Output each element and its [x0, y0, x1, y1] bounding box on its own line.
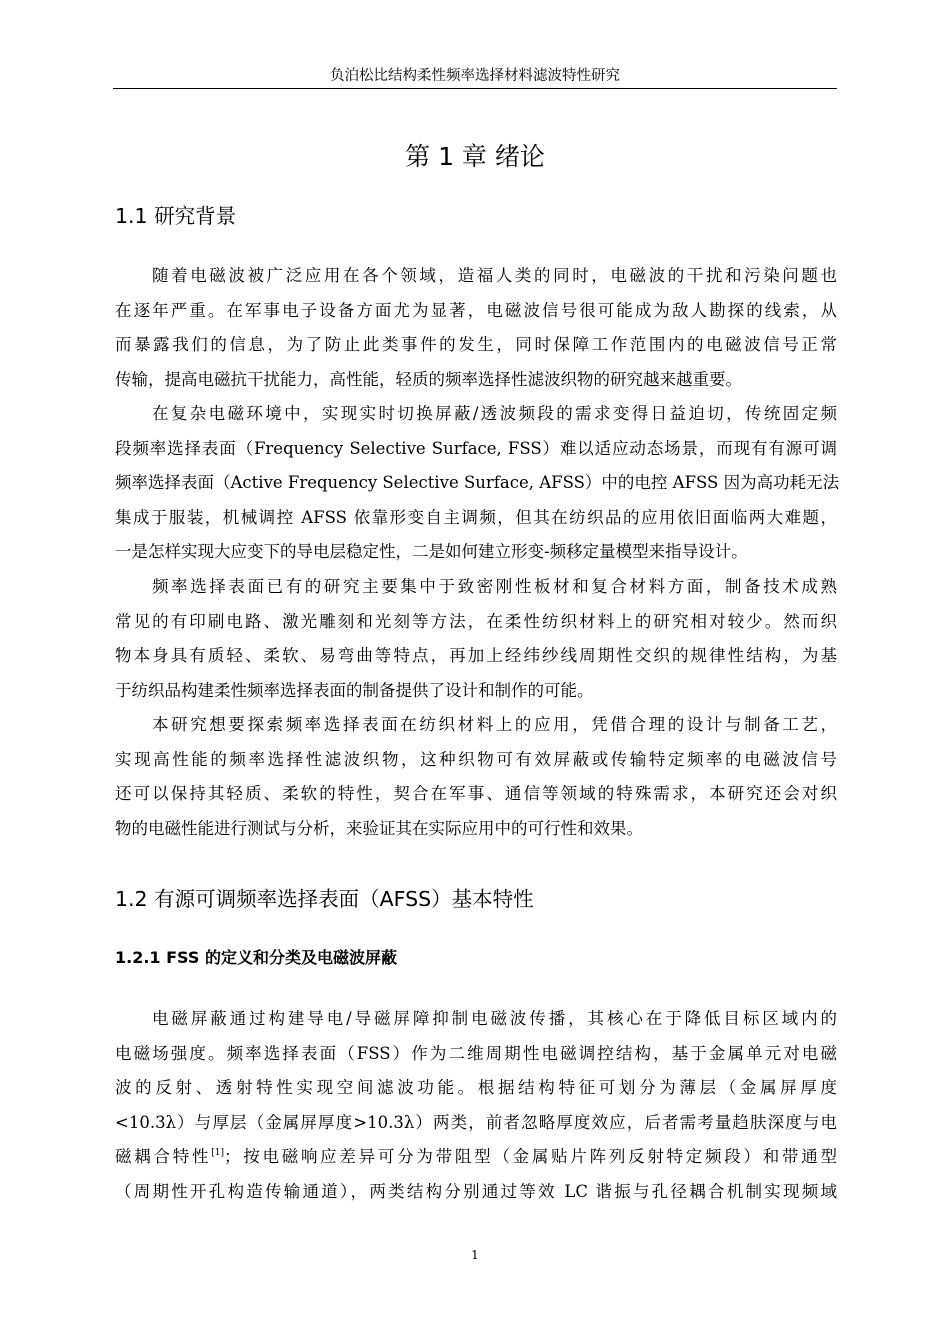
text-line: 频率选择表面（Active Frequency Selective Surface, AFSS）中的电控 AFSS 因为高功耗无法: [115, 473, 840, 492]
running-header: 负泊松比结构柔性频率选择材料滤波特性研究: [330, 68, 620, 84]
text-line: （周期性开孔构造传输通道），两类结构分别通过等效 LC 谐振与孔径耦合机制实现频域: [115, 1181, 837, 1201]
text-line: 段频率选择表面（Frequency Selective Surface, FSS）难以适应动态场景，而现有有源可调: [115, 438, 837, 458]
text-line: 随着电磁波被广泛应用在各个领域，造福人类的同时，电磁波的干扰和污染问题也: [152, 266, 837, 285]
text-line: 本研究想要探索频率选择表面在纺织材料上的应用，凭借合理的设计与制备工艺，: [152, 715, 837, 734]
text-line: 常见的有印刷电路、激光雕刻和光刻等方法，在柔性纺织材料上的研究相对较少。然而织: [115, 611, 837, 631]
section-title-1-2: 1.2 有源可调频率选择表面（AFSS）基本特性: [115, 887, 534, 911]
text-line: 而暴露我们的信息，为了防止此类事件的发生，同时保障工作范围内的电磁波信号正常: [115, 335, 837, 354]
paragraph-background-1: [115, 259, 837, 397]
paragraph-background-3: [115, 570, 837, 708]
text-segment: 磁耦合特性: [115, 1147, 212, 1166]
text-line: 传输，提高电磁抗干扰能力，高性能，轻质的频率选择性滤波织物的研究越来越重要。: [115, 369, 742, 389]
citation-marker[interactable]: [1]: [211, 1148, 224, 1158]
text-line: 物的电磁性能进行测试与分析，来验证其在实际应用中的可行性和效果。: [115, 818, 643, 838]
text-line: 波的反射、透射特性实现空间滤波功能。根据结构特征可划分为薄层（金属屏厚度: [115, 1078, 837, 1097]
paragraph-fss-definition: [115, 1002, 837, 1209]
text-line: 集成于服装，机械调控 AFSS 依靠形变自主调频，但其在纺织品的应用依旧面临两大难题，: [115, 507, 837, 527]
section-title-1-1: 1.1 研究背景: [115, 204, 237, 228]
text-line: 物本身具有质轻、柔软、易弯曲等特点，再加上经纬纱线周期性交织的规律性结构，为基: [115, 646, 837, 665]
text-line: 在逐年严重。在军事电子设备方面尤为显著，电磁波信号很可能成为敌人勘探的线索，从: [115, 300, 837, 320]
page-number: 1: [471, 1248, 479, 1262]
text-line: 电磁屏蔽通过构建导电/导磁屏障抑制电磁波传播，其核心在于降低目标区域内的: [152, 1009, 837, 1028]
text-line: 于纺织品构建柔性频率选择表面的制备提供了设计和制作的可能。: [115, 680, 594, 700]
text-line: 还可以保持其轻质、柔软的特性，契合在军事、通信等领域的特殊需求，本研究还会对织: [115, 784, 837, 803]
paragraph-background-2: [115, 397, 840, 570]
text-line: 一是怎样实现大应变下的导电层稳定性，二是如何建立形变-频移定量模型来指导设计。: [115, 542, 748, 561]
chapter-title: 第 1 章 绪论: [405, 142, 545, 171]
text-line-with-citation: [115, 1140, 837, 1175]
text-line: 频率选择表面已有的研究主要集中于致密刚性板材和复合材料方面，制备技术成熟: [152, 577, 837, 596]
subsection-title-1-2-1: 1.2.1 FSS 的定义和分类及电磁波屏蔽: [115, 948, 397, 967]
paragraph-background-4: [115, 708, 837, 846]
text-line: 在复杂电磁环境中，实现实时切换屏蔽/透波频段的需求变得日益迫切，传统固定频: [152, 404, 837, 423]
text-line: 实现高性能的频率选择性滤波织物，这种织物可有效屏蔽或传输特定频率的电磁波信号: [115, 749, 837, 769]
text-line: <10.3λ）与厚层（金属屏厚度>10.3λ）两类，前者忽略厚度效应，后者需考量趋肤深度与电: [115, 1112, 837, 1132]
text-line: 电磁场强度。频率选择表面（FSS）作为二维周期性电磁调控结构，基于金属单元对电磁: [115, 1043, 837, 1063]
header-rule: [113, 88, 837, 89]
text-segment: ；按电磁响应差异可分为带阻型（金属贴片阵列反射特定频段）和带通型: [223, 1147, 838, 1166]
